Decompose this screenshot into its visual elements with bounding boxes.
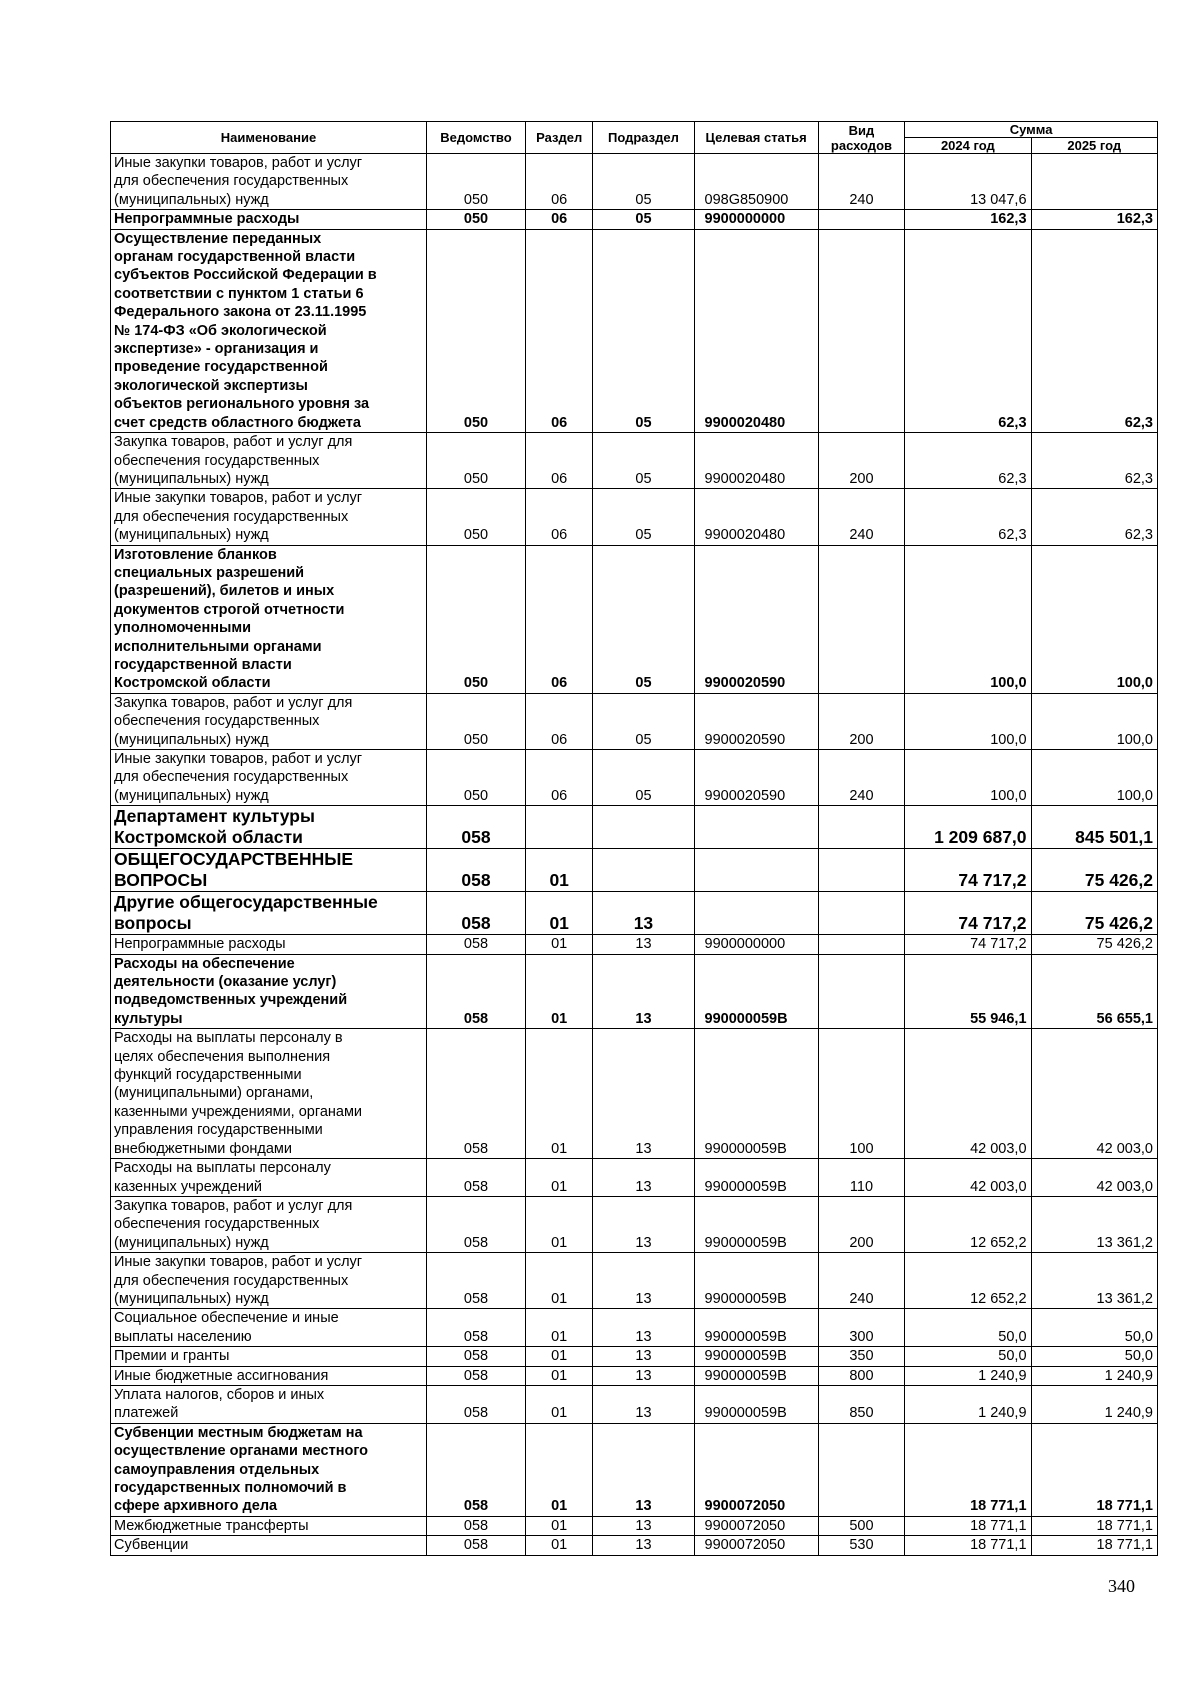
row-sum-2024: 12 652,2: [905, 1253, 1031, 1309]
row-department: 050: [426, 229, 525, 432]
row-expense-type: 850: [818, 1385, 904, 1423]
row-subsection: 05: [593, 154, 694, 210]
row-sum-2025: 75 426,2: [1031, 892, 1157, 935]
row-target-article: 990000059В: [694, 1385, 818, 1423]
row-section: 01: [525, 1029, 592, 1159]
row-sum-2025: 56 655,1: [1031, 954, 1157, 1029]
row-subsection: 13: [593, 1516, 694, 1535]
row-sum-2024: 74 717,2: [905, 935, 1031, 954]
header-name: Наименование: [111, 122, 427, 154]
row-name: Департамент культуры Костромской области: [111, 806, 427, 849]
row-department: 058: [426, 849, 525, 892]
table-row: [111, 1423, 1158, 1516]
header-expense-type: Вид расходов: [818, 122, 904, 154]
row-sum-2025: 75 426,2: [1031, 935, 1157, 954]
row-name: Непрограммные расходы: [111, 935, 427, 954]
row-department: 050: [426, 750, 525, 806]
row-sum-2025: 100,0: [1031, 693, 1157, 749]
row-name: Закупка товаров, работ и услуг для обеспечения государственных (муниципальных) нужд: [111, 433, 427, 489]
row-subsection: 05: [593, 750, 694, 806]
row-sum-2025: 845 501,1: [1031, 806, 1157, 849]
row-section: 01: [525, 892, 592, 935]
row-sum-2025: 50,0: [1031, 1309, 1157, 1347]
row-target-article: 990000059В: [694, 954, 818, 1029]
table-body: [111, 154, 1158, 1556]
row-sum-2024: 74 717,2: [905, 849, 1031, 892]
row-expense-type: 530: [818, 1536, 904, 1555]
row-department: 050: [426, 693, 525, 749]
row-expense-type: 100: [818, 1029, 904, 1159]
row-expense-type: 200: [818, 693, 904, 749]
table-row: [111, 954, 1158, 1029]
row-target-article: 098G850900: [694, 154, 818, 210]
row-section: 01: [525, 1516, 592, 1535]
table-row: [111, 1159, 1158, 1197]
table-row: [111, 1366, 1158, 1385]
row-name: Закупка товаров, работ и услуг для обеспечения государственных (муниципальных) нужд: [111, 693, 427, 749]
row-target-article: 990000059В: [694, 1347, 818, 1366]
row-department: 058: [426, 1309, 525, 1347]
row-sum-2024: 62,3: [905, 229, 1031, 432]
row-target-article: 9900020480: [694, 433, 818, 489]
budget-table: [110, 121, 1158, 1556]
row-name: Закупка товаров, работ и услуг для обеспечения государственных (муниципальных) нужд: [111, 1196, 427, 1252]
table-row: [111, 1516, 1158, 1535]
table-header: [111, 122, 1158, 154]
row-sum-2025: 18 771,1: [1031, 1536, 1157, 1555]
row-sum-2024: 62,3: [905, 489, 1031, 545]
row-name: ОБЩЕГОСУДАРСТВЕННЫЕ ВОПРОСЫ: [111, 849, 427, 892]
row-name: Иные закупки товаров, работ и услуг для обеспечения государственных (муниципальных) нужд: [111, 750, 427, 806]
row-department: 050: [426, 545, 525, 693]
row-sum-2024: 100,0: [905, 693, 1031, 749]
row-name: Субвенции: [111, 1536, 427, 1555]
row-department: 058: [426, 1253, 525, 1309]
row-subsection: 13: [593, 1159, 694, 1197]
row-department: 058: [426, 1423, 525, 1516]
row-section: 01: [525, 1347, 592, 1366]
row-name: Социальное обеспечение и иные выплаты населению: [111, 1309, 427, 1347]
table-row: [111, 154, 1158, 210]
header-year-2025: 2025 год: [1031, 138, 1157, 154]
row-name: Иные бюджетные ассигнования: [111, 1366, 427, 1385]
page-number: 340: [1108, 1576, 1135, 1596]
row-name: Премии и гранты: [111, 1347, 427, 1366]
row-name: Осуществление переданных органам государственной власти субъектов Российской Федерации в соответствии с пунктом 1 статьи 6 Федерального закона от 23.11.1995 № 174-ФЗ «Об экологической экспертизе» - организация и проведение государственной экологической экспертизы объектов регионального уровня за счет средств областного бюджета: [111, 229, 427, 432]
row-section: 01: [525, 1253, 592, 1309]
row-section: [525, 806, 592, 849]
row-target-article: [694, 806, 818, 849]
row-sum-2024: 18 771,1: [905, 1516, 1031, 1535]
table-row: [111, 210, 1158, 229]
table-row: [111, 693, 1158, 749]
table-row: [111, 750, 1158, 806]
row-expense-type: 110: [818, 1159, 904, 1197]
table-row: [111, 433, 1158, 489]
header-year-2024: 2024 год: [905, 138, 1031, 154]
table-row: [111, 1347, 1158, 1366]
row-sum-2025: 13 361,2: [1031, 1253, 1157, 1309]
row-sum-2025: 18 771,1: [1031, 1423, 1157, 1516]
row-expense-type: [818, 210, 904, 229]
row-expense-type: 240: [818, 154, 904, 210]
header-section: Раздел: [525, 122, 592, 154]
row-department: 058: [426, 1516, 525, 1535]
row-expense-type: 240: [818, 489, 904, 545]
row-target-article: 9900000000: [694, 935, 818, 954]
row-department: 058: [426, 806, 525, 849]
row-section: 01: [525, 849, 592, 892]
row-target-article: 990000059В: [694, 1029, 818, 1159]
row-sum-2025: 75 426,2: [1031, 849, 1157, 892]
row-department: 058: [426, 1536, 525, 1555]
row-sum-2024: 42 003,0: [905, 1029, 1031, 1159]
row-sum-2024: 18 771,1: [905, 1536, 1031, 1555]
row-name: Непрограммные расходы: [111, 210, 427, 229]
row-target-article: [694, 849, 818, 892]
row-expense-type: [818, 935, 904, 954]
row-section: 01: [525, 1536, 592, 1555]
row-target-article: 990000059В: [694, 1159, 818, 1197]
row-department: 058: [426, 892, 525, 935]
row-subsection: 13: [593, 1366, 694, 1385]
row-sum-2024: 1 209 687,0: [905, 806, 1031, 849]
table-row: [111, 489, 1158, 545]
row-expense-type: 500: [818, 1516, 904, 1535]
row-name: Межбюджетные трансферты: [111, 1516, 427, 1535]
row-sum-2025: 100,0: [1031, 750, 1157, 806]
table-row: [111, 1196, 1158, 1252]
row-department: 058: [426, 1347, 525, 1366]
row-target-article: 9900000000: [694, 210, 818, 229]
row-target-article: 9900072050: [694, 1536, 818, 1555]
row-expense-type: [818, 954, 904, 1029]
row-expense-type: 240: [818, 750, 904, 806]
row-sum-2025: [1031, 154, 1157, 210]
row-sum-2024: 62,3: [905, 433, 1031, 489]
row-target-article: 9900020590: [694, 750, 818, 806]
row-section: 01: [525, 1366, 592, 1385]
row-name: Изготовление бланков специальных разрешений (разрешений), билетов и иных документов строгой отчетности уполномоченными исполнительными органами государственной власти Костромской области: [111, 545, 427, 693]
row-section: 06: [525, 693, 592, 749]
row-section: 06: [525, 545, 592, 693]
row-section: 01: [525, 1309, 592, 1347]
row-subsection: 13: [593, 1253, 694, 1309]
row-department: 050: [426, 154, 525, 210]
row-sum-2024: 100,0: [905, 750, 1031, 806]
row-sum-2025: 62,3: [1031, 433, 1157, 489]
row-section: 01: [525, 935, 592, 954]
row-department: 058: [426, 954, 525, 1029]
row-name: Расходы на выплаты персоналу казенных учреждений: [111, 1159, 427, 1197]
row-section: 06: [525, 433, 592, 489]
row-name: Расходы на обеспечение деятельности (оказание услуг) подведомственных учреждений культуры: [111, 954, 427, 1029]
row-sum-2025: 50,0: [1031, 1347, 1157, 1366]
row-sum-2024: 74 717,2: [905, 892, 1031, 935]
row-sum-2025: 62,3: [1031, 229, 1157, 432]
row-section: 06: [525, 154, 592, 210]
row-expense-type: [818, 1423, 904, 1516]
row-subsection: 13: [593, 935, 694, 954]
row-expense-type: [818, 229, 904, 432]
row-expense-type: 350: [818, 1347, 904, 1366]
table-row: [111, 1536, 1158, 1555]
table-row: [111, 229, 1158, 432]
row-expense-type: 240: [818, 1253, 904, 1309]
row-expense-type: [818, 545, 904, 693]
table-row: [111, 545, 1158, 693]
row-sum-2024: 13 047,6: [905, 154, 1031, 210]
row-department: 058: [426, 935, 525, 954]
table-row: [111, 1253, 1158, 1309]
row-target-article: 9900072050: [694, 1516, 818, 1535]
row-section: 01: [525, 1423, 592, 1516]
row-department: 058: [426, 1196, 525, 1252]
table-row: [111, 892, 1158, 935]
row-sum-2025: 1 240,9: [1031, 1385, 1157, 1423]
row-expense-type: 300: [818, 1309, 904, 1347]
row-subsection: 13: [593, 892, 694, 935]
row-subsection: 13: [593, 954, 694, 1029]
row-target-article: 990000059В: [694, 1196, 818, 1252]
row-subsection: 05: [593, 545, 694, 693]
header-subsection: Подраздел: [593, 122, 694, 154]
row-department: 058: [426, 1385, 525, 1423]
row-sum-2025: 1 240,9: [1031, 1366, 1157, 1385]
table-row: [111, 849, 1158, 892]
row-sum-2024: 100,0: [905, 545, 1031, 693]
row-subsection: 05: [593, 433, 694, 489]
header-department: Ведомство: [426, 122, 525, 154]
row-sum-2025: 42 003,0: [1031, 1029, 1157, 1159]
row-target-article: 9900020480: [694, 229, 818, 432]
row-section: 06: [525, 750, 592, 806]
row-subsection: 13: [593, 1309, 694, 1347]
row-sum-2024: 18 771,1: [905, 1423, 1031, 1516]
row-section: 01: [525, 1159, 592, 1197]
row-department: 050: [426, 433, 525, 489]
row-section: 06: [525, 229, 592, 432]
row-name: Расходы на выплаты персоналу в целях обеспечения выполнения функций государственными (муниципальными) органами, казенными учреждениями, органами управления государственными внебюджетными фондами: [111, 1029, 427, 1159]
row-subsection: 13: [593, 1423, 694, 1516]
row-subsection: 05: [593, 693, 694, 749]
row-section: 01: [525, 954, 592, 1029]
row-section: 06: [525, 210, 592, 229]
header-sum: Сумма: [905, 122, 1158, 138]
row-subsection: 13: [593, 1536, 694, 1555]
table-row: [111, 806, 1158, 849]
row-target-article: 9900020590: [694, 545, 818, 693]
row-department: 050: [426, 210, 525, 229]
row-expense-type: [818, 849, 904, 892]
row-subsection: 05: [593, 210, 694, 229]
row-department: 058: [426, 1159, 525, 1197]
row-sum-2024: 50,0: [905, 1347, 1031, 1366]
row-sum-2024: 12 652,2: [905, 1196, 1031, 1252]
row-subsection: [593, 806, 694, 849]
row-sum-2025: 13 361,2: [1031, 1196, 1157, 1252]
row-target-article: [694, 892, 818, 935]
row-department: 058: [426, 1029, 525, 1159]
row-subsection: 05: [593, 489, 694, 545]
header-target-article: Целевая статья: [694, 122, 818, 154]
row-department: 050: [426, 489, 525, 545]
row-target-article: 9900072050: [694, 1423, 818, 1516]
row-sum-2025: 162,3: [1031, 210, 1157, 229]
row-target-article: 990000059В: [694, 1366, 818, 1385]
row-sum-2025: 62,3: [1031, 489, 1157, 545]
row-target-article: 990000059В: [694, 1309, 818, 1347]
row-name: Другие общегосударственные вопросы: [111, 892, 427, 935]
row-section: 06: [525, 489, 592, 545]
row-department: 058: [426, 1366, 525, 1385]
row-subsection: 13: [593, 1347, 694, 1366]
row-subsection: 13: [593, 1196, 694, 1252]
row-name: Уплата налогов, сборов и иных платежей: [111, 1385, 427, 1423]
row-subsection: 13: [593, 1029, 694, 1159]
row-sum-2025: 42 003,0: [1031, 1159, 1157, 1197]
row-target-article: 990000059В: [694, 1253, 818, 1309]
row-section: 01: [525, 1385, 592, 1423]
row-name: Иные закупки товаров, работ и услуг для обеспечения государственных (муниципальных) нужд: [111, 154, 427, 210]
row-subsection: 13: [593, 1385, 694, 1423]
table-row: [111, 1029, 1158, 1159]
row-section: 01: [525, 1196, 592, 1252]
row-name: Иные закупки товаров, работ и услуг для обеспечения государственных (муниципальных) нужд: [111, 489, 427, 545]
row-sum-2024: 1 240,9: [905, 1366, 1031, 1385]
row-expense-type: [818, 892, 904, 935]
row-sum-2025: 100,0: [1031, 545, 1157, 693]
row-sum-2024: 42 003,0: [905, 1159, 1031, 1197]
row-subsection: [593, 849, 694, 892]
table-row: [111, 935, 1158, 954]
row-expense-type: 200: [818, 1196, 904, 1252]
row-sum-2024: 1 240,9: [905, 1385, 1031, 1423]
row-expense-type: 800: [818, 1366, 904, 1385]
table-row: [111, 1385, 1158, 1423]
row-target-article: 9900020590: [694, 693, 818, 749]
row-subsection: 05: [593, 229, 694, 432]
row-name: Субвенции местным бюджетам на осуществление органами местного самоуправления отдельных государственных полномочий в сфере архивного дела: [111, 1423, 427, 1516]
row-sum-2024: 162,3: [905, 210, 1031, 229]
row-sum-2025: 18 771,1: [1031, 1516, 1157, 1535]
row-target-article: 9900020480: [694, 489, 818, 545]
row-expense-type: [818, 806, 904, 849]
row-sum-2024: 55 946,1: [905, 954, 1031, 1029]
row-sum-2024: 50,0: [905, 1309, 1031, 1347]
table-row: [111, 1309, 1158, 1347]
row-name: Иные закупки товаров, работ и услуг для обеспечения государственных (муниципальных) нужд: [111, 1253, 427, 1309]
row-expense-type: 200: [818, 433, 904, 489]
